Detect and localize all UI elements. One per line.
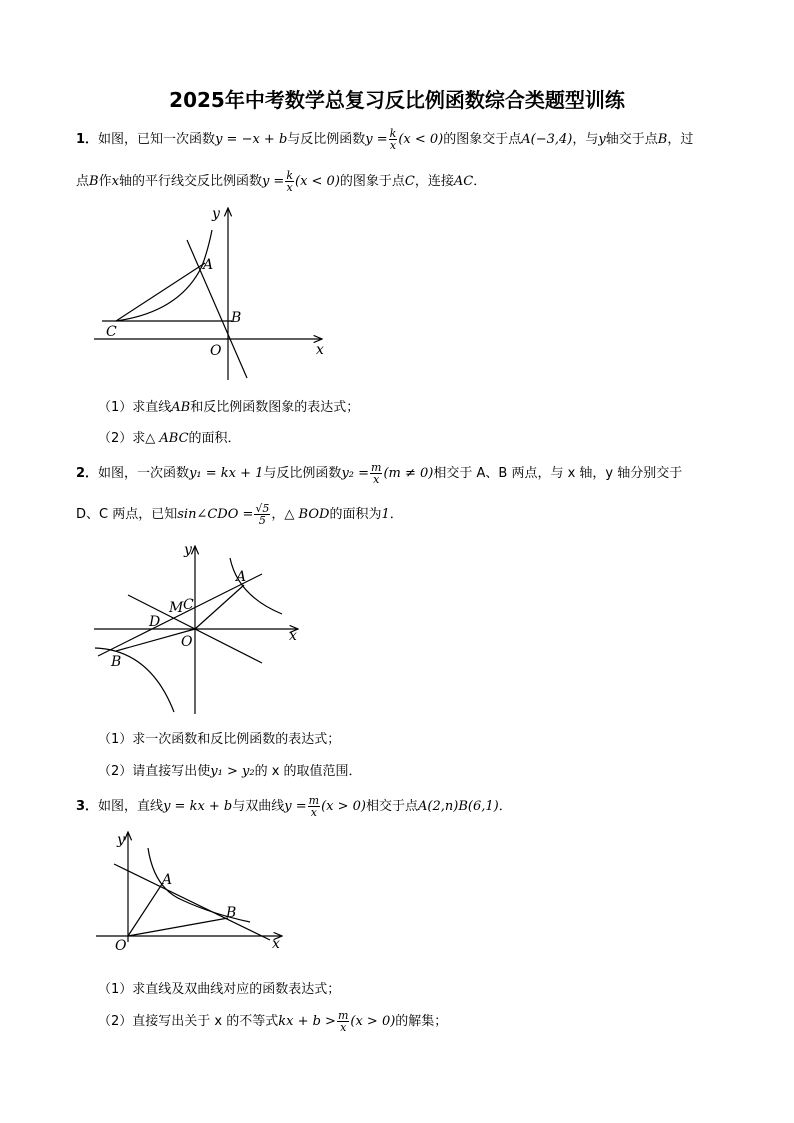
frac-numerator: m — [371, 461, 382, 474]
q2-label-a: A — [236, 569, 247, 585]
q1-text: 轴交于点 — [605, 132, 658, 147]
frac-denominator: x — [340, 1021, 347, 1034]
q1-var-y: y — [598, 132, 606, 147]
q2-line1 — [76, 462, 682, 485]
q2-label-c: C — [183, 597, 194, 613]
q3-sub2 — [98, 1010, 447, 1033]
frac-denominator: 5 — [258, 514, 266, 527]
q2-hyperbola-lower — [95, 648, 174, 712]
q2-sub2 — [98, 760, 362, 779]
q3-figure — [92, 826, 292, 956]
q1-sub-text: （1）求直线 — [98, 400, 172, 415]
q1-label-a: A — [203, 257, 214, 273]
q3-text: ． — [498, 799, 512, 814]
q2-inequality: y₁ > y₂ — [210, 764, 255, 779]
q3-inverse-eq-lhs: y = — [284, 799, 307, 814]
q2-condition: (m ≠ 0) — [383, 466, 434, 481]
q1-inverse-eq-lhs: y = — [261, 174, 285, 189]
q3-text: 与双曲线 — [232, 799, 285, 814]
q2-text: 与反比例函数 — [263, 466, 342, 481]
q3-inequality: kx + b > — [278, 1014, 336, 1029]
q2-number: 2． — [76, 466, 99, 481]
q2-inverse-eq-lhs: y₂ = — [341, 466, 370, 481]
q1-linear-eq: y = −x + b — [215, 132, 288, 147]
q2-label-d: D — [149, 614, 161, 630]
q1-figure — [90, 200, 330, 385]
q1-point-b: B — [657, 132, 668, 147]
q2-sub-text: 的 x 的取值范围． — [254, 764, 362, 779]
q3-number: 3． — [76, 799, 99, 814]
q3-condition: (x > 0) — [321, 799, 366, 814]
q1-text: 作 — [98, 174, 112, 189]
q3-label-b: B — [226, 905, 237, 921]
page-title: 2025年中考数学总复习反比例函数综合类题型训练 — [169, 88, 625, 112]
q2-label-b: B — [111, 654, 122, 670]
q2-segment-oa — [195, 585, 244, 629]
q1-label-y: y — [212, 206, 220, 222]
q1-text: ，与 — [572, 132, 599, 147]
q1-line-ab-label: AB — [171, 400, 191, 415]
q1-point-c: C — [404, 174, 415, 189]
q2-triangle: △ BOD — [284, 507, 330, 522]
q1-sub-text: 的面积． — [188, 431, 241, 446]
q2-label-o: O — [181, 634, 193, 650]
q1-number: 1． — [76, 132, 99, 147]
q1-text: ，过 — [667, 132, 694, 147]
q1-fraction — [389, 128, 398, 151]
q1-text: 与反比例函数 — [287, 132, 366, 147]
q1-segment-ac-line — [116, 263, 205, 321]
q2-line2 — [76, 503, 403, 526]
q1-text: 点 — [76, 174, 90, 189]
q1-text: 如图，已知一次函数 — [98, 132, 216, 147]
q2-text: 的面积为 — [329, 507, 382, 522]
q1-fraction — [285, 170, 294, 193]
frac-denominator: x — [373, 473, 380, 486]
frac-numerator: k — [389, 127, 397, 140]
q1-label-c: C — [106, 324, 117, 340]
q1-sub1 — [98, 396, 359, 415]
q1-condition: (x < 0) — [295, 174, 340, 189]
frac-numerator: √5 — [255, 502, 270, 515]
q1-line2 — [76, 170, 486, 193]
q3-points: A(2,n)B(6,1) — [418, 799, 499, 814]
q3-sub-text: （2）直接写出关于 x 的不等式 — [98, 1014, 279, 1029]
q3-label-o: O — [115, 938, 127, 954]
frac-numerator: m — [337, 1009, 349, 1022]
q1-label-x: x — [316, 342, 324, 358]
q2-text: 如图，一次函数 — [98, 466, 190, 481]
q3-sub-fraction — [337, 1010, 349, 1033]
q2-sin-expr: sin∠CDO = — [177, 507, 254, 522]
q1-sub-text: （2）求 — [98, 431, 146, 446]
q3-sub1: （1）求直线及双曲线对应的函数表达式； — [98, 982, 341, 997]
q3-line-ab — [114, 864, 270, 940]
q2-sin-fraction — [254, 503, 270, 526]
q1-point-b: B — [89, 174, 99, 189]
q1-label-b: B — [231, 310, 242, 326]
q2-label-x: x — [289, 628, 297, 644]
frac-numerator: m — [308, 794, 320, 807]
frac-denominator: x — [310, 806, 317, 819]
q3-sub-text: 的解集； — [395, 1014, 448, 1029]
frac-denominator: x — [286, 181, 293, 194]
q1-label-o: O — [210, 343, 222, 359]
q1-hyperbola — [116, 230, 212, 321]
q3-condition: (x > 0) — [350, 1014, 396, 1029]
q3-segment-ob — [128, 918, 228, 936]
q1-segment-ac: AC — [453, 174, 474, 189]
q1-sub-text: 和反比例函数图象的表达式； — [190, 400, 360, 415]
q2-text: ， — [271, 507, 285, 522]
q3-label-x: x — [272, 936, 280, 952]
q1-text: ，连接 — [414, 174, 454, 189]
q1-point-a: A(−3,4) — [521, 132, 573, 147]
q2-text: 相交于 A、B 两点，与 x 轴，y 轴分别交于 — [433, 466, 683, 481]
q2-text: D、C 两点，已知 — [76, 507, 178, 522]
q2-label-m: M — [169, 600, 184, 616]
q2-sub1: （1）求一次函数和反比例函数的表达式； — [98, 732, 341, 747]
q2-area-value: 1 — [381, 507, 390, 522]
q3-segment-oa — [128, 884, 162, 936]
q1-text: 轴的平行线交反比例函数 — [118, 174, 262, 189]
q1-sub2 — [98, 427, 241, 446]
q2-sub-text: （2）请直接写出使 — [98, 764, 211, 779]
q1-triangle: △ ABC — [145, 431, 189, 446]
q3-linear-eq: y = kx + b — [163, 799, 233, 814]
q1-inverse-eq-lhs: y = — [365, 132, 388, 147]
q1-line1 — [76, 128, 693, 151]
frac-denominator: x — [389, 139, 397, 152]
q3-fraction — [308, 795, 320, 818]
q2-linear-eq: y₁ = kx + 1 — [189, 466, 264, 481]
q3-label-y: y — [117, 832, 125, 848]
q3-text: 相交于点 — [366, 799, 419, 814]
q2-text: ． — [389, 507, 403, 522]
q3-label-a: A — [162, 872, 173, 888]
q2-figure — [90, 538, 305, 718]
q1-text: 的图象交于点 — [443, 132, 522, 147]
frac-numerator: k — [286, 169, 293, 182]
q1-condition: (x < 0) — [398, 132, 444, 147]
q3-line1 — [76, 795, 512, 818]
q2-fraction — [370, 462, 382, 485]
q3-text: 如图，直线 — [98, 799, 164, 814]
q1-text: 的图象于点 — [339, 174, 405, 189]
q1-text: ． — [473, 174, 487, 189]
q1-var-x: x — [111, 174, 119, 189]
q2-label-y: y — [184, 542, 192, 558]
